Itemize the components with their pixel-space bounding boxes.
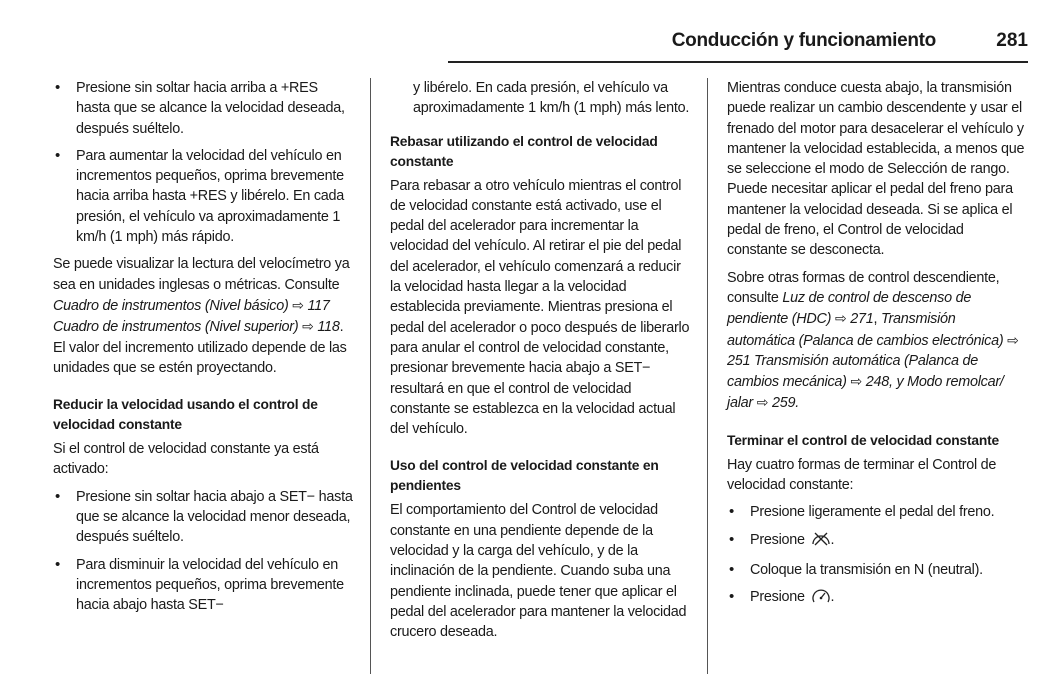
page-number: 281 — [996, 30, 1028, 51]
page-ref[interactable]: 251 — [727, 352, 751, 369]
header-title: Conducción y funcionamiento — [671, 30, 936, 51]
arrow-icon: ⇨ — [850, 373, 862, 390]
list-item-text: Presione — [750, 589, 805, 606]
arrow-icon: ⇨ — [756, 394, 769, 411]
cross-reference[interactable]: Transmisión automática (Palanca de cambios electrónica) — [727, 311, 1004, 349]
paragraph-text: Sobre otras formas de control descendiente, consulte — [727, 269, 1000, 306]
column-3 — [727, 78, 1027, 618]
arrow-icon: ⇨ — [834, 310, 847, 327]
column-2 — [390, 78, 690, 650]
column-divider — [370, 78, 371, 674]
list-item: • Para aumentar la velocidad del vehículo en incrementos pequeños, oprima brevemente hacia arriba hasta +RES y libérelo. En cada presión, el vehículo va aproximadamente 1 km/h (1 mph) más rápido. — [53, 146, 353, 247]
page-header — [48, 30, 1028, 60]
arrow-icon: ⇨ — [302, 318, 314, 335]
cross-reference[interactable]: Transmisión automática (Palanca de cambios mecánica) — [727, 352, 979, 391]
list-item: • Presione sin soltar hacia arriba a +RES hasta que se alcance la velocidad deseada, después suéltelo. — [53, 78, 353, 139]
cruise-onoff-icon — [811, 588, 831, 610]
list-item: • Presione ligeramente el pedal del freno. — [727, 502, 1027, 522]
paragraph — [727, 268, 1027, 414]
paragraph — [53, 254, 353, 378]
section-heading: Rebasar utilizando el control de velocidad constante — [390, 133, 658, 169]
list-item — [727, 587, 1027, 610]
punct: , — [873, 311, 878, 328]
header-rule — [448, 61, 1028, 63]
paragraph-text: El valor del incremento utilizado depende de las unidades que se estén proyectando. — [53, 339, 347, 376]
paragraph: Hay cuatro formas de terminar el Control de velocidad constante: — [727, 456, 997, 494]
paragraph: Mientras conduce cuesta abajo, la transmisión puede realizar un cambio descendente y usar el frenado del motor para desacelerar el vehículo y mantener la velocidad establecida, a menos que se seleccione el modo de Selección de rango. Puede necesitar aplicar el pedal del freno para mantener la velocidad deseada. Si se aplica el pedal de freno, el Control de velocidad constante se desconecta. — [727, 80, 1025, 259]
section-heading: Reducir la velocidad usando el control de velocidad constante — [53, 397, 318, 433]
column-divider — [707, 78, 708, 674]
cross-reference[interactable]: Cuadro de instrumentos (Nivel básico) — [53, 297, 289, 314]
section-heading: Uso del control de velocidad constante en pendientes — [390, 458, 659, 494]
cross-reference[interactable]: Luz de control de descenso de pendiente (HDC) — [727, 289, 972, 328]
punct: . — [795, 395, 799, 412]
list-item: • Coloque la transmisión en N (neutral). — [727, 560, 1027, 580]
list-item: • Presione sin soltar hacia abajo a SET− hasta que se alcance la velocidad menor deseada, después suéltelo. — [53, 487, 353, 548]
column-1 — [53, 78, 353, 623]
conjunction: , y — [888, 374, 904, 391]
paragraph: Si el control de velocidad constante ya está activado: — [53, 441, 319, 478]
section-heading: Terminar el control de velocidad constante — [727, 432, 999, 448]
paragraph-text: Se puede visualizar la lectura del velocímetro ya sea en unidades inglesas o métricas. Consulte — [53, 256, 350, 293]
list-item-text: Presione — [750, 531, 805, 548]
paragraph: El comportamiento del Control de velocidad constante en una pendiente depende de la velocidad y la carga del vehículo, y de la inclinación de la pendiente. Cuando suba una pendiente inclinada, puede tener que aplicar el pedal del acelerador para mantener la velocidad crucero deseada. — [390, 502, 687, 641]
punct: . — [830, 531, 835, 548]
arrow-icon: ⇨ — [292, 296, 304, 313]
page-ref[interactable]: 118 — [317, 319, 340, 336]
list-item-continuation: y libérelo. En cada presión, el vehículo va aproximadamente 1 km/h (1 mph) más lento. — [413, 80, 690, 117]
page-ref[interactable]: 259 — [771, 395, 796, 412]
cross-reference[interactable]: Modo remolcar/ jalar — [727, 374, 1004, 412]
list-item — [727, 530, 1027, 553]
arrow-icon: ⇨ — [1007, 331, 1019, 348]
cruise-cancel-icon — [811, 531, 831, 553]
punct: . — [339, 319, 344, 336]
page-ref[interactable]: 271 — [850, 311, 874, 328]
paragraph: Para rebasar a otro vehículo mientras el control de velocidad constante está activado, use el pedal del acelerador para incrementar la velocidad del vehículo. Al retirar el pie del pedal del acelerador, el vehículo comenzará a reducir la velocidad hasta llegar a la velocidad establecida previamente. Mientras presiona el pedal del acelerador o poco después de liberarlo para anular el control de velocidad constante, presionar brevemente hacia abajo a SET− resultará en que el control de velocidad constante se establezca en la velocidad actual del vehículo. — [390, 177, 690, 438]
list-item: • Para disminuir la velocidad del vehículo en incrementos pequeños, oprima brevemente hacia abajo hasta SET− — [53, 555, 353, 616]
page-ref[interactable]: 117 — [307, 297, 330, 314]
page-ref[interactable]: 248 — [865, 374, 889, 391]
cross-reference[interactable]: Cuadro de instrumentos (Nivel superior) — [53, 319, 299, 336]
punct: . — [830, 589, 835, 606]
